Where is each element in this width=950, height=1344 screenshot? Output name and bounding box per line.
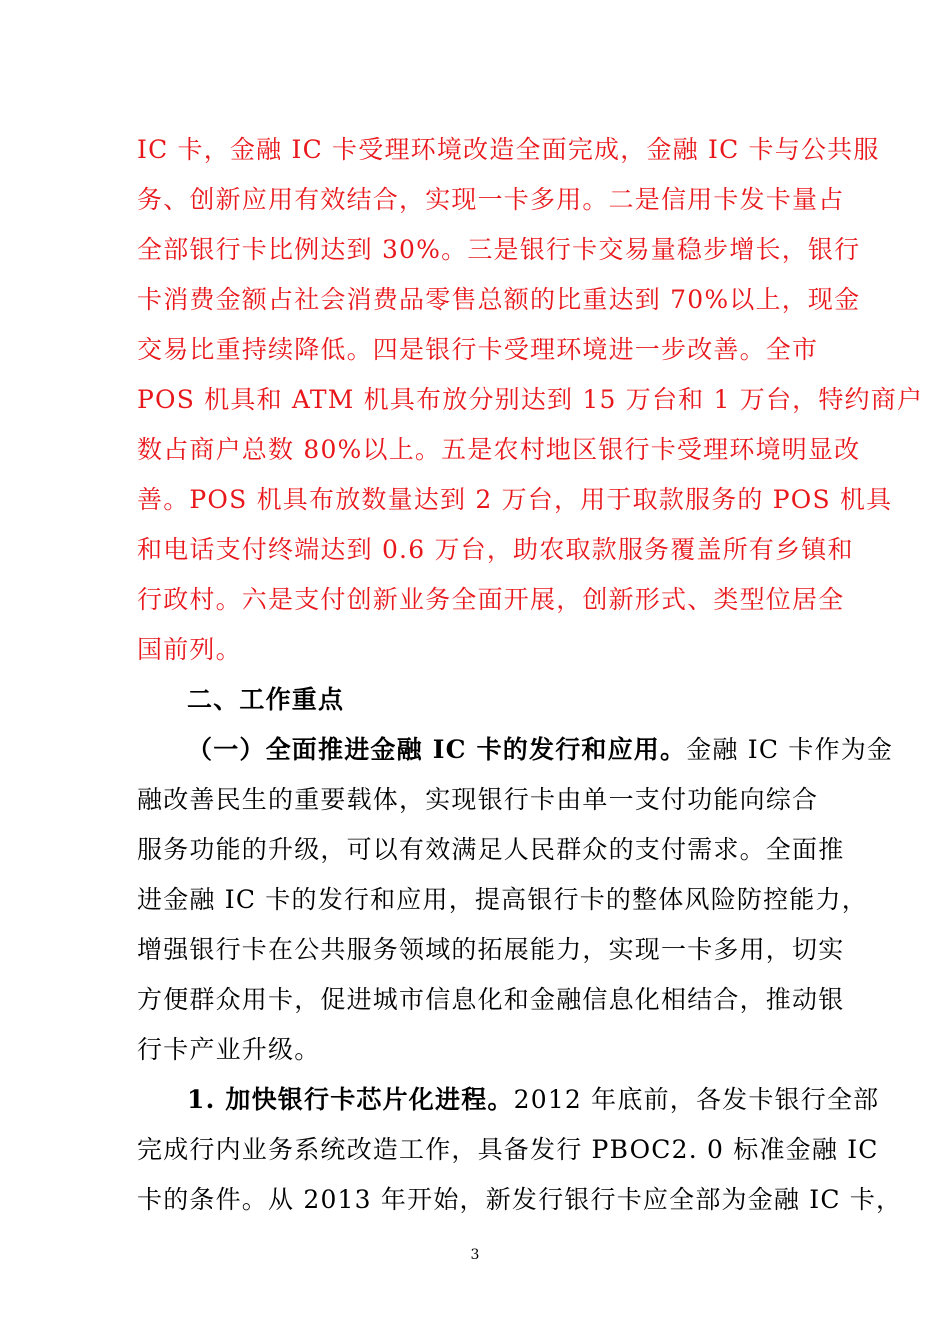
subsection-line: 融改善民生的重要载体，实现银行卡由单一支付功能向综合 — [137, 785, 819, 814]
section-heading: 二、工作重点 — [187, 685, 345, 714]
subsection-first-line-text: 金融 IC 卡作为金 — [686, 735, 894, 764]
page-number: 3 — [470, 1247, 480, 1263]
subsection-first-line — [187, 733, 894, 767]
subsection-line: 行卡产业升级。 — [137, 1035, 321, 1064]
item-first-line — [187, 1083, 880, 1117]
red-paragraph-line: POS 机具和 ATM 机具布放分别达到 15 万台和 1 万台，特约商户 — [137, 385, 924, 414]
red-paragraph-line: 务、创新应用有效结合，实现一卡多用。二是信用卡发卡量占 — [137, 185, 845, 214]
item-title: 1. 加快银行卡芯片化进程。 — [187, 1085, 514, 1114]
red-paragraph-line: 数占商户总数 80%以上。五是农村地区银行卡受理环境明显改 — [137, 435, 861, 464]
red-paragraph-line: 行政村。六是支付创新业务全面开展，创新形式、类型位居全 — [137, 585, 845, 614]
subsection-line: 服务功能的升级，可以有效满足人民群众的支付需求。全面推 — [137, 835, 845, 864]
item-first-line-text: 2012 年底前，各发卡银行全部 — [513, 1085, 880, 1114]
item-line: 完成行内业务系统改造工作，具备发行 PBOC2. 0 标准金融 IC — [137, 1135, 879, 1164]
red-paragraph-line: IC 卡，金融 IC 卡受理环境改造全面完成，金融 IC 卡与公共服 — [137, 135, 880, 164]
subsection-line: 增强银行卡在公共服务领域的拓展能力，实现一卡多用，切实 — [137, 935, 845, 964]
red-paragraph-line: 交易比重持续降低。四是银行卡受理环境进一步改善。全市 — [137, 335, 819, 364]
red-paragraph-line: 国前列。 — [137, 635, 242, 664]
subsection-title: （一）全面推进金融 IC 卡的发行和应用。 — [187, 735, 687, 764]
red-paragraph-line: 和电话支付终端达到 0.6 万台，助农取款服务覆盖所有乡镇和 — [137, 535, 854, 564]
subsection-line: 进金融 IC 卡的发行和应用，提高银行卡的整体风险防控能力， — [137, 885, 868, 914]
item-line: 卡的条件。从 2013 年开始，新发行银行卡应全部为金融 IC 卡， — [137, 1185, 903, 1214]
red-paragraph-line: 善。POS 机具布放数量达到 2 万台，用于取款服务的 POS 机具 — [137, 485, 893, 514]
red-paragraph-line: 卡消费金额占社会消费品零售总额的比重达到 70%以上，现金 — [137, 285, 861, 314]
red-paragraph-line: 全部银行卡比例达到 30%。三是银行卡交易量稳步增长，银行 — [137, 235, 861, 264]
subsection-line: 方便群众用卡，促进城市信息化和金融信息化相结合，推动银 — [137, 985, 845, 1014]
